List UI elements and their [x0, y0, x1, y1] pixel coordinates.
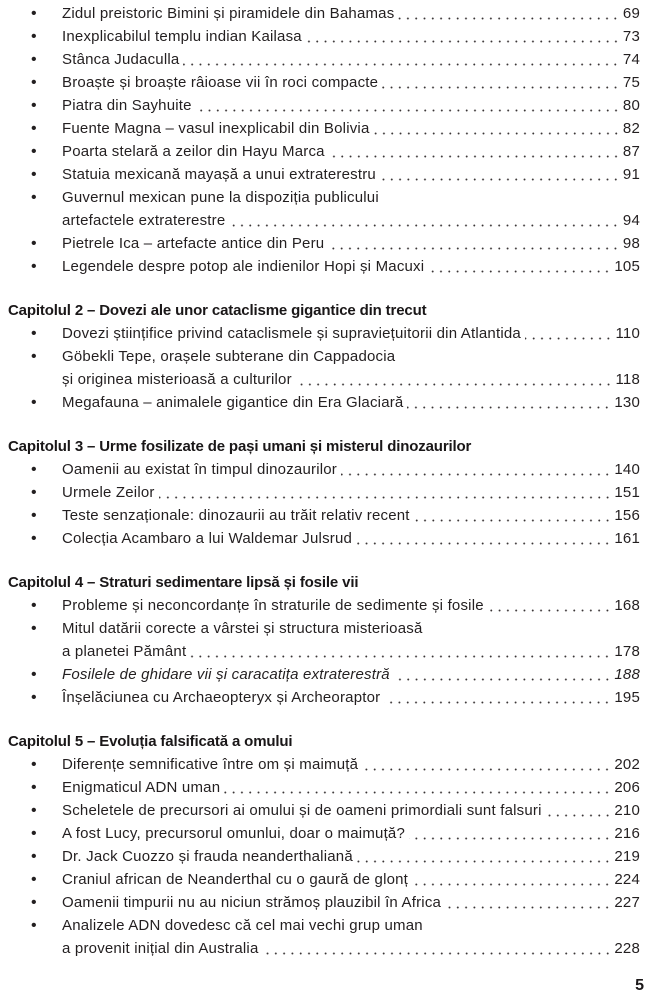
toc-entry-line	[0, 937, 640, 960]
toc-entry	[0, 232, 663, 255]
entry-page-number: 140	[614, 461, 640, 478]
bullet-icon: •	[31, 597, 37, 614]
dot-leader	[409, 822, 611, 845]
toc-entry-line	[0, 48, 640, 71]
toc-entry-line	[0, 391, 640, 414]
entry-page-number: 227	[614, 894, 640, 911]
toc-entry	[0, 504, 663, 527]
entry-title: Zidul preistoric Bimini și piramidele din Bahamas	[62, 5, 395, 22]
entry-title: Guvernul mexican pune la dispoziția publicului	[62, 189, 379, 206]
entry-title: Craniul african de Neanderthal cu o gaură de glonț	[62, 871, 409, 888]
entry-title: Göbekli Tepe, orașele subterane din Cappadocia	[62, 348, 396, 365]
entry-title: Dr. Jack Cuozzo și frauda neanderthaliană	[62, 848, 353, 865]
toc-entry	[0, 481, 663, 504]
dot-leader	[428, 255, 611, 278]
toc-entry-line	[0, 368, 640, 391]
toc-entry	[0, 845, 663, 868]
entry-title-continued: și originea misterioasă a culturilor	[62, 371, 292, 388]
entry-title: Oamenii timpurii nu au niciun strămoș plauzibil în Africa	[62, 894, 442, 911]
entry-page-number: 202	[614, 756, 640, 773]
entry-page-number: 168	[614, 597, 640, 614]
entry-title: Mitul datării corecte a vârstei și structura misterioasă	[62, 620, 423, 637]
toc-entry	[0, 71, 663, 94]
bullet-icon: •	[31, 5, 37, 22]
entry-title: Inexplicabilul templu indian Kailasa	[62, 28, 302, 45]
toc-entry-line	[0, 232, 640, 255]
entry-page-number: 73	[622, 28, 640, 45]
bullet-icon: •	[31, 258, 37, 275]
toc-entry	[0, 776, 663, 799]
bullet-icon: •	[31, 166, 37, 183]
entry-title: Dovezi științifice privind cataclismele și supraviețuitorii din Atlantida	[62, 325, 521, 342]
dot-leader	[362, 753, 611, 776]
entry-title: Enigmaticul ADN uman	[62, 779, 221, 796]
entry-title: Statuia mexicană mayașă a unui extraterestru	[62, 166, 376, 183]
chapter-heading: Capitolul 3 – Urme fosilizate de pași umani și misterul dinozaurilor	[8, 438, 472, 455]
bullet-icon: •	[31, 394, 37, 411]
toc-entry-line	[0, 71, 640, 94]
toc-entry-line	[0, 914, 640, 937]
page-number: 5	[635, 977, 644, 994]
toc-section-chapter-4	[0, 571, 663, 709]
bullet-icon: •	[31, 530, 37, 547]
toc-entry	[0, 914, 663, 960]
entry-page-number: 118	[615, 371, 640, 388]
bullet-icon: •	[31, 620, 37, 637]
entry-title: Urmele Zeilor	[62, 484, 155, 501]
entry-title: Megafauna – animalele gigantice din Era Glaciară	[62, 394, 404, 411]
entry-page-number: 110	[615, 325, 640, 342]
entry-page-number: 151	[614, 484, 640, 501]
bullet-icon: •	[31, 666, 37, 683]
toc-entry	[0, 799, 663, 822]
bullet-icon: •	[31, 28, 37, 45]
toc-entry-line	[0, 868, 640, 891]
toc-entry-line	[0, 822, 640, 845]
entry-page-number: 94	[622, 212, 640, 229]
dot-leader	[525, 322, 613, 345]
entry-title: Fosilele de ghidare vii și caracatița extraterestră	[62, 666, 390, 683]
entry-page-number: 74	[622, 51, 640, 68]
entry-title-continued: artefactele extraterestre	[62, 212, 226, 229]
entry-page-number: 105	[614, 258, 640, 275]
toc-entry-line	[0, 686, 640, 709]
toc-entry	[0, 94, 663, 117]
toc-entry	[0, 458, 663, 481]
dot-leader	[329, 140, 620, 163]
entry-title: Fuente Magna – vasul inexplicabil din Bolivia	[62, 120, 370, 137]
bullet-icon: •	[31, 894, 37, 911]
toc-entry-line	[0, 753, 640, 776]
entry-page-number: 82	[622, 120, 640, 137]
toc-entry	[0, 322, 663, 345]
toc-section-chapter-5	[0, 730, 663, 960]
dot-leader	[398, 2, 619, 25]
entry-title: Teste senzaționale: dinozaurii au trăit relativ recent	[62, 507, 410, 524]
toc-entry	[0, 25, 663, 48]
toc-entry-line	[0, 163, 640, 186]
entry-title: Probleme și neconcordanțe în straturile de sedimente și fosile	[62, 597, 484, 614]
bullet-icon: •	[31, 235, 37, 252]
entry-page-number: 69	[622, 5, 640, 22]
toc-entry-line	[0, 617, 640, 640]
dot-leader	[341, 458, 611, 481]
toc-entry	[0, 686, 663, 709]
bullet-icon: •	[31, 848, 37, 865]
entry-title: Legendele despre potop ale indienilor Hopi și Macuxi	[62, 258, 425, 275]
dot-leader	[229, 209, 619, 232]
entry-page-number: 228	[614, 940, 640, 957]
entry-title: Diferențe semnificative între om și maimuță	[62, 756, 359, 773]
toc-entry	[0, 345, 663, 391]
toc-section-chapter-3	[0, 435, 663, 550]
dot-leader	[263, 937, 612, 960]
toc-entry-line	[0, 25, 640, 48]
bullet-icon: •	[31, 871, 37, 888]
toc-entry-line	[0, 845, 640, 868]
dot-leader	[357, 845, 611, 868]
toc-entry-line	[0, 186, 640, 209]
toc-entry	[0, 527, 663, 550]
toc-entry	[0, 753, 663, 776]
entry-title: Analizele ADN dovedesc că cel mai vechi grup uman	[62, 917, 423, 934]
toc-entry-line	[0, 594, 640, 617]
bullet-icon: •	[31, 143, 37, 160]
entry-page-number: 91	[622, 166, 640, 183]
entry-page-number: 87	[622, 143, 640, 160]
toc-section-chapter-1-continued	[0, 2, 663, 278]
dot-leader	[380, 163, 620, 186]
bullet-icon: •	[31, 825, 37, 842]
dot-leader	[374, 117, 620, 140]
bullet-icon: •	[31, 461, 37, 478]
dot-leader	[159, 481, 612, 504]
dot-leader	[296, 368, 613, 391]
toc-entry	[0, 117, 663, 140]
dot-leader	[488, 594, 612, 617]
dot-leader	[445, 891, 611, 914]
toc-entry	[0, 140, 663, 163]
toc-entry-line	[0, 345, 640, 368]
entry-title: A fost Lucy, precursorul omunlui, doar o maimuță?	[62, 825, 406, 842]
bullet-icon: •	[31, 51, 37, 68]
entry-title: Piatra din Sayhuite	[62, 97, 192, 114]
toc-entry-line	[0, 209, 640, 232]
table-of-contents	[0, 2, 663, 960]
bullet-icon: •	[31, 325, 37, 342]
chapter-heading: Capitolul 2 – Dovezi ale unor cataclisme gigantice din trecut	[8, 302, 427, 319]
bullet-icon: •	[31, 484, 37, 501]
dot-leader	[414, 504, 612, 527]
toc-section-chapter-2	[0, 299, 663, 414]
entry-page-number: 98	[622, 235, 640, 252]
dot-leader	[412, 868, 611, 891]
toc-entry	[0, 2, 663, 25]
entry-title: Scheletele de precursori ai omului și de oameni primordiali sunt falsuri	[62, 802, 542, 819]
entry-title-continued: a planetei Pământ	[62, 643, 187, 660]
bullet-icon: •	[31, 189, 37, 206]
bullet-icon: •	[31, 348, 37, 365]
toc-entry-line	[0, 458, 640, 481]
dot-leader	[356, 527, 611, 550]
toc-entry	[0, 594, 663, 617]
entry-page-number: 206	[614, 779, 640, 796]
entry-title: Oamenii au existat în timpul dinozaurilor	[62, 461, 337, 478]
toc-entry-line	[0, 117, 640, 140]
dot-leader	[190, 640, 611, 663]
entry-page-number: 219	[614, 848, 640, 865]
dot-leader	[224, 776, 611, 799]
entry-page-number: 130	[614, 394, 640, 411]
toc-entry	[0, 48, 663, 71]
dot-leader	[546, 799, 612, 822]
bullet-icon: •	[31, 779, 37, 796]
dot-leader	[382, 71, 620, 94]
bullet-icon: •	[31, 802, 37, 819]
chapter-heading: Capitolul 4 – Straturi sedimentare lipsă și fosile vii	[8, 574, 359, 591]
entry-title-continued: a provenit inițial din Australia	[62, 940, 259, 957]
toc-entry-italic	[0, 663, 663, 686]
dot-leader	[384, 686, 611, 709]
toc-entry-line	[0, 504, 640, 527]
chapter-heading: Capitolul 5 – Evoluția falsificată a omului	[8, 733, 293, 750]
toc-entry-line	[0, 2, 640, 25]
entry-title: Înșelăciunea cu Archaeopteryx și Archeoraptor	[62, 689, 381, 706]
dot-leader	[196, 94, 620, 117]
entry-page-number: 156	[614, 507, 640, 524]
toc-entry-line	[0, 322, 640, 345]
entry-page-number: 80	[622, 97, 640, 114]
toc-entry	[0, 617, 663, 663]
bullet-icon: •	[31, 97, 37, 114]
entry-page-number: 188	[614, 666, 640, 683]
entry-title: Pietrele Ica – artefacte antice din Peru	[62, 235, 325, 252]
entry-title: Poarta stelară a zeilor din Hayu Marca	[62, 143, 325, 160]
toc-entry	[0, 391, 663, 414]
dot-leader	[328, 232, 620, 255]
toc-entry-line	[0, 94, 640, 117]
dot-leader	[306, 25, 620, 48]
toc-entry	[0, 822, 663, 845]
dot-leader	[183, 48, 619, 71]
toc-entry-line	[0, 799, 640, 822]
bullet-icon: •	[31, 74, 37, 91]
toc-entry-line	[0, 255, 640, 278]
toc-entry	[0, 891, 663, 914]
entry-page-number: 161	[614, 530, 640, 547]
bullet-icon: •	[31, 689, 37, 706]
dot-leader	[407, 391, 611, 414]
toc-entry	[0, 186, 663, 232]
entry-page-number: 216	[614, 825, 640, 842]
toc-entry-line	[0, 663, 640, 686]
toc-entry	[0, 163, 663, 186]
toc-entry-line	[0, 640, 640, 663]
toc-entry-line	[0, 140, 640, 163]
bullet-icon: •	[31, 756, 37, 773]
entry-title: Stânca Judaculla	[62, 51, 180, 68]
entry-page-number: 224	[614, 871, 640, 888]
dot-leader	[394, 663, 612, 686]
toc-entry-line	[0, 776, 640, 799]
entry-title: Broaște și broaște râioase vii în roci compacte	[62, 74, 379, 91]
entry-title: Colecția Acambaro a lui Waldemar Julsrud	[62, 530, 353, 547]
bullet-icon: •	[31, 917, 37, 934]
toc-entry-line	[0, 481, 640, 504]
bullet-icon: •	[31, 120, 37, 137]
entry-page-number: 195	[614, 689, 640, 706]
toc-entry-line	[0, 891, 640, 914]
entry-page-number: 210	[614, 802, 640, 819]
toc-entry	[0, 255, 663, 278]
toc-entry-line	[0, 527, 640, 550]
bullet-icon: •	[31, 507, 37, 524]
toc-entry	[0, 868, 663, 891]
entry-page-number: 75	[622, 74, 640, 91]
entry-page-number: 178	[614, 643, 640, 660]
